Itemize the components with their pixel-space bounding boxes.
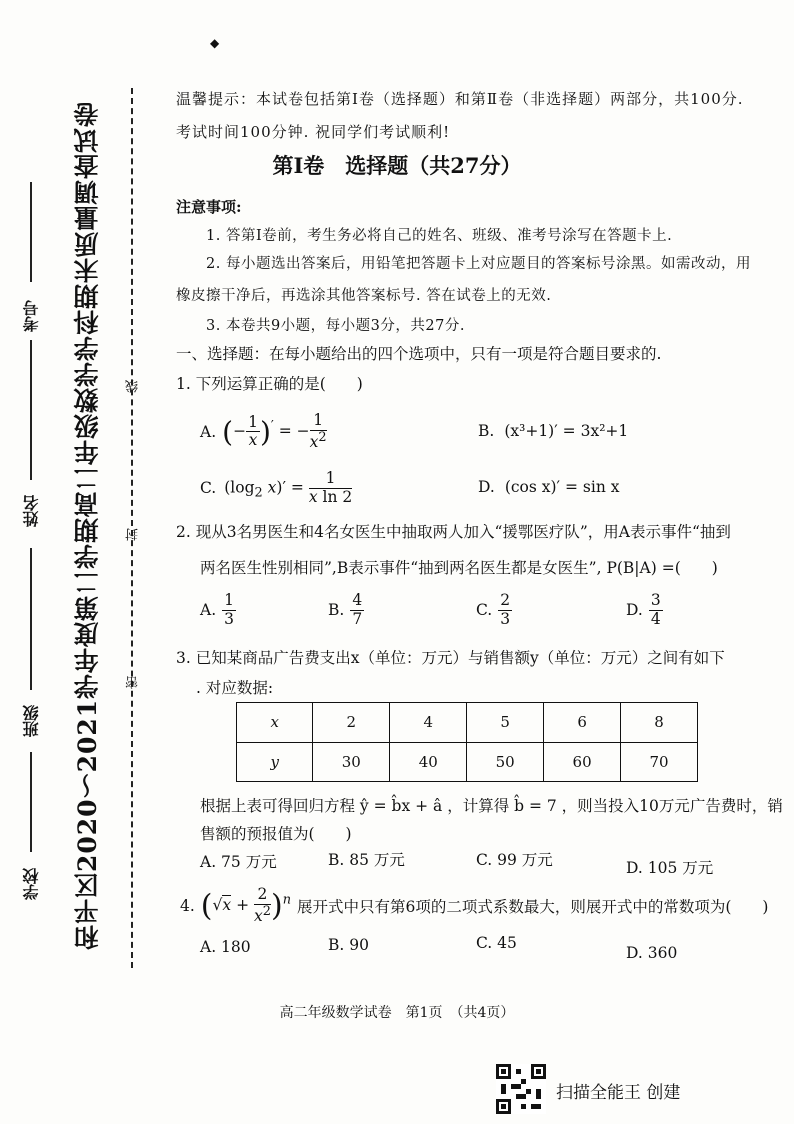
notes-heading: 注意事项: [176,198,242,216]
q3-line-1: 3. 已知某商品广告费支出x（单位：万元）与销售额y（单位：万元）之间有如下 [176,649,725,667]
q2-option-d-den: 4 [650,609,661,628]
q1-option-b-expr: (x³+1)′ = 3x²+1 [504,422,629,440]
q2-option-d [626,592,663,629]
q1-option-d [478,478,619,496]
table-cell: 4 [390,703,467,743]
q1-option-a-label: A. [200,422,217,441]
cut-line-char-feng: 封 [126,528,141,541]
table-cell: 8 [621,703,698,743]
name-field[interactable] [30,340,32,480]
q2-option-c [476,592,512,629]
student-id-label: 考号 [22,300,41,332]
q1-option-d-expr: (cos x)′ = sin x [504,478,620,496]
table-cell: y [270,752,279,771]
q2-option-c-den: 3 [500,609,511,628]
q3-after-line-1: 根据上表可得回归方程 ŷ = b̂x + â ，计算得 b̂ = 7 ，则当投入10万元广告费时，销 [200,797,783,815]
table-cell: 2 [313,703,390,743]
name-label: 姓名 [22,495,41,527]
scanner-watermark: 扫描全能王 创建 [556,1083,681,1103]
q2-option-a-label: A. [200,601,217,620]
cut-line-char-mi: 密 [126,676,141,689]
q4-option-c: C. 45 [476,934,517,952]
class-field[interactable] [30,548,32,690]
q2-option-a [200,592,236,629]
q1-option-a-expr: (− $\frac{1}{x}$ )′ = − $\frac{1}{x^2}$ [222,411,327,451]
q1-option-b [478,422,628,440]
q2-option-d-label: D. [626,601,643,620]
page-footer: 高二年级数学试卷 第1页 （共4页） [279,1005,515,1021]
note-item-2-line-1: 2. 每小题选出答案后，用铅笔把答题卡上对应题目的答案标号涂黑。如需改动，用 [206,256,751,272]
table-cell: 70 [621,742,698,782]
exam-side-title: 和平区2020～2021学年度第二学期高二年级数学学科期末质量调查试卷 [73,100,102,950]
table-header-y [237,742,313,782]
q2-line-1: 2. 现从3名男医生和4名女医生中抽取两人加入“援鄂医疗队”，用A表示事件“抽到 [176,523,731,541]
q2-option-d-num: 3 [650,591,661,609]
table-cell: 5 [467,703,544,743]
q1-option-d-label: D. [478,478,495,496]
table-cell: x [270,713,279,732]
table-row [237,742,698,782]
table-cell: 60 [544,742,621,782]
note-item-1: 1. 答第Ⅰ卷前，考生务必将自己的姓名、班级、准考号涂写在答题卡上. [206,228,673,244]
q3-option-b: B. 85 万元 [328,851,405,869]
qr-code-icon [496,1064,546,1114]
table-cell: 50 [467,742,544,782]
cut-line-char-xian: 线 [126,380,141,393]
school-label: 学校 [22,868,41,900]
q1-option-c [200,470,352,507]
table-cell: 40 [390,742,467,782]
scan-mark: ◆ [210,36,220,50]
q3-data-table [236,702,698,782]
part1-heading: 一、选择题：在每小题给出的四个选项中，只有一项是符合题目要求的. [176,345,662,363]
table-cell: 6 [544,703,621,743]
table-row [237,703,698,743]
q2-option-c-label: C. [476,601,493,620]
section-title: 第Ⅰ卷 选择题（共27分） [272,153,522,178]
q4-option-a: A. 180 [200,938,251,956]
q2-option-b-den: 7 [352,609,363,628]
student-id-field[interactable] [30,182,32,282]
q2-option-b [328,592,364,629]
q2-line-2: 两名医生性别相同”,B表示事件“抽到两名医生都是女医生”, P(B|A) =( ) [200,559,718,577]
q1-option-b-label: B. [478,422,495,440]
q2-option-c-num: 2 [500,591,511,609]
q3-option-a: A. 75 万元 [200,853,277,871]
q3-after-line-2: 售额的预报值为( ) [200,825,352,843]
q1-option-c-label: C. [200,479,217,498]
q2-option-a-num: 1 [224,591,234,609]
q2-option-a-den: 3 [224,609,234,628]
table-header-x [237,703,313,743]
q2-option-b-num: 4 [352,591,363,609]
q4-stem-text: 展开式中只有第6项的二项式系数最大，则展开式中的常数项为( ) [297,897,769,916]
note-item-3: 3. 本卷共9小题，每小题3分，共27分. [206,318,465,334]
q3-line-2: . 对应数据: [196,679,274,697]
q4-option-d: D. 360 [626,944,678,962]
q4-binomial-expr: (√x + $\frac{2}{x^2}$ )$^n$ [200,885,291,925]
q1-stem: 1. 下列运算正确的是( ) [176,375,363,393]
q1-option-c-expr: ($\log_2$ x)′ = $\frac{1}{\text{x ln 2}}$ [224,469,353,506]
q3-option-d: D. 105 万元 [626,859,714,877]
tip-line-2: 考试时间100分钟. 祝同学们考试顺利! [176,123,451,141]
table-cell: 30 [313,742,390,782]
q3-option-c: C. 99 万元 [476,851,553,869]
note-item-2-line-2: 橡皮擦干净后，再选涂其他答案标号. 答在试卷上的无效. [176,288,552,304]
q4-stem [180,886,768,926]
q4-option-b: B. 90 [328,936,369,954]
class-label: 班级 [22,705,41,737]
tip-line-1: 温馨提示：本试卷包括第Ⅰ卷（选择题）和第Ⅱ卷（非选择题）两部分，共100分. [176,90,744,108]
q4-number: 4. [180,896,195,915]
q2-option-b-label: B. [328,601,345,620]
q1-option-a [200,412,327,452]
school-field[interactable] [30,752,32,852]
